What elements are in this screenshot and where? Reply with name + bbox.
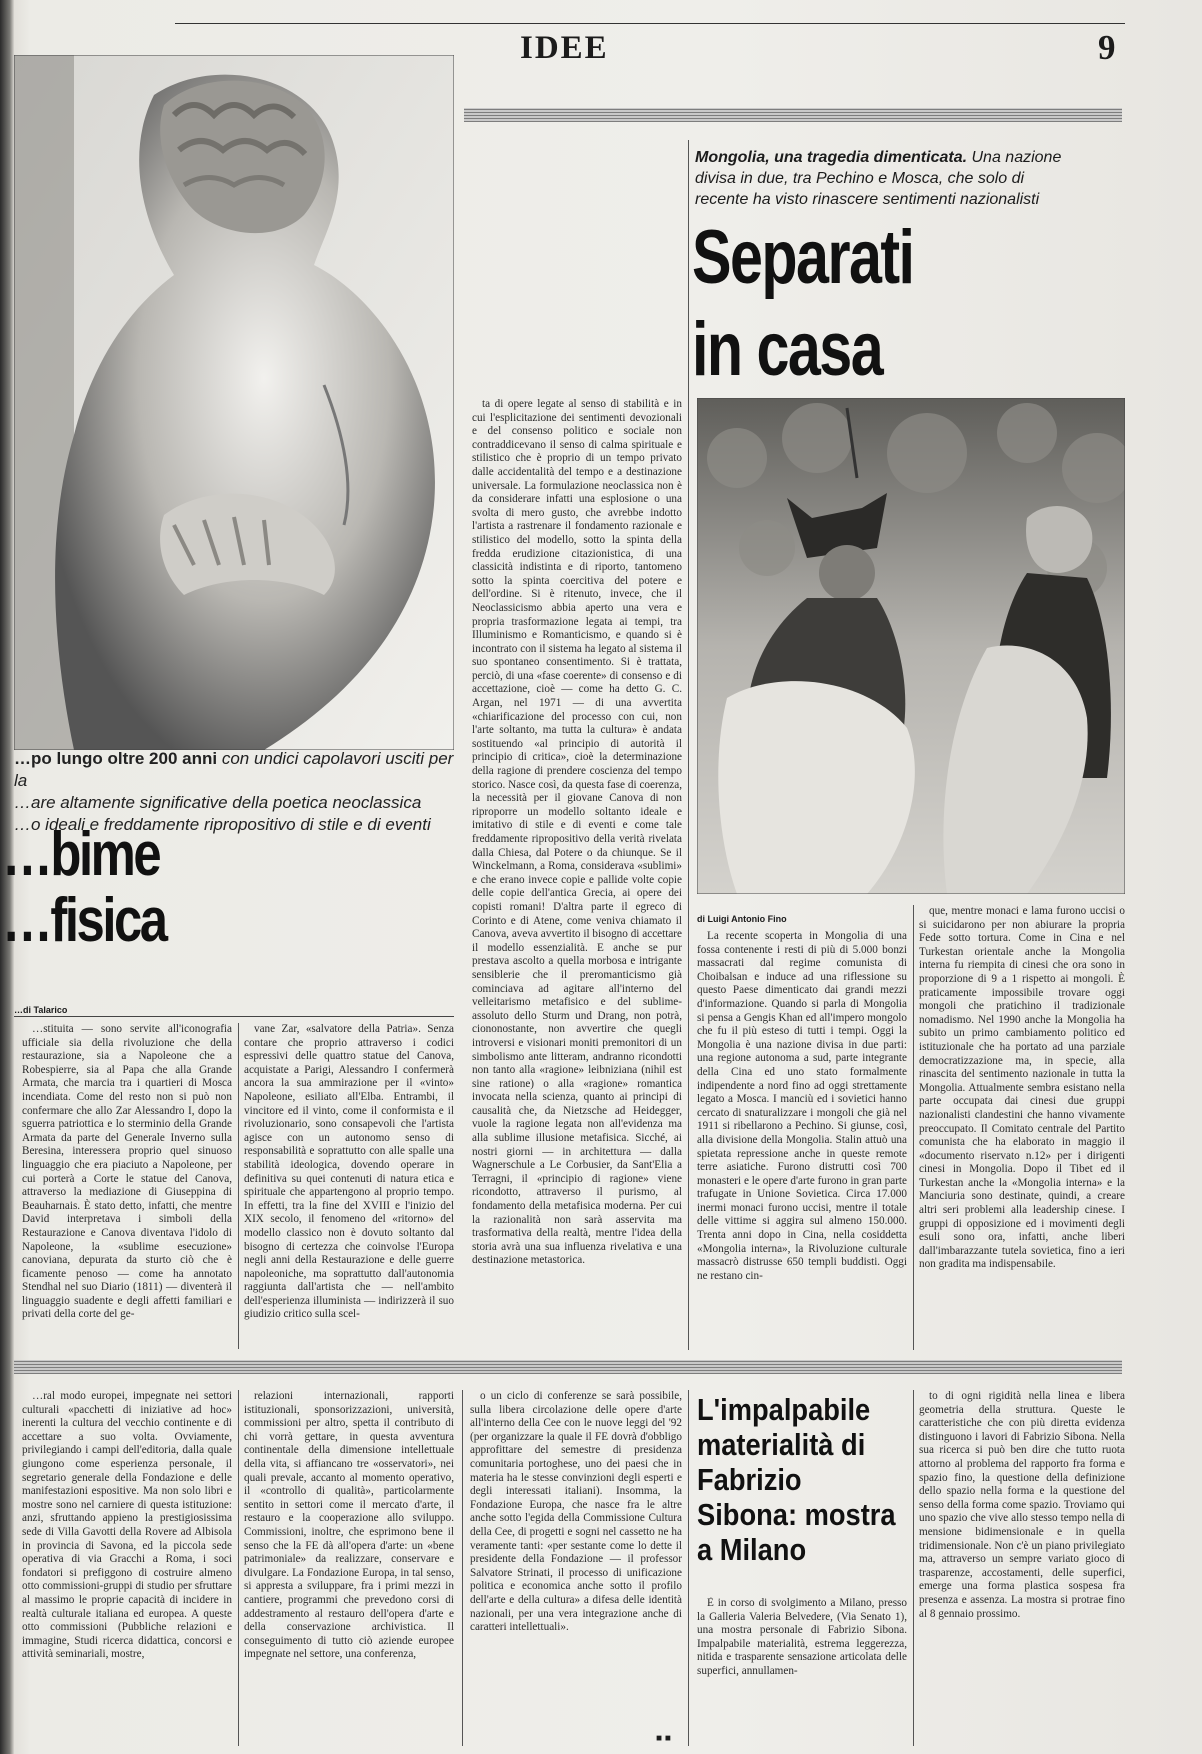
mongolia-col1-text: La recente scoperta in Mongolia di una fossa contenente i resti di più di 5.000 bonzi massacrati dal regime comunista di Choibalsan e induce ad una riflessione su questo Paese dimenticato dai grandi mezzi d'informazione. Quando si parla di Mongolia si pensa a Gengis Khan ed all'impero mongolo che fu il più esteso di tutti i tempi. Oggi la Mongolia è una nazione divisa in due parti: una regione autonoma a sud, parte integrante della Cina ed uno stato formalmente indipendente a nord fino ad oggi strettamente legato a Mosca. I manciù ed i sovietici hanno cercato di snaturalizzare i mongoli che già nel 1911 si ribellarono a Pechino. Si giunse, così, alla divisione della Mongolia. Stalin attuò una spietata repressione anche in queste remote terre asiatiche. Furono distrutti così 700 monasteri e le opere d'arte furono in gran parte trafugate in Unione Sovietica. Circa 17.000 inermi monaci furono uccisi, mentre il totale delle vittime si aggira sul almeno 150.000. Trenta anni dopo in Cina, nella cosiddetta «Mongolia interna», la Rivoluzione culturale massacrò distrusse 650 templi buddisti. Oggi ne restano cin- <box>697 930 907 1282</box>
header-rule <box>175 23 1125 24</box>
sibona-col1-text: È in corso di svolgimento a Milano, presso la Galleria Valeria Belvedere, (Via Senato 1), una mostra personale di Fabrizio Sibona. Impalpabile materialità, estrema leggerezza, nitida e trasparente sensazione articolata delle superfici, annullamen- <box>697 1597 907 1677</box>
left-col3-text: ta di opere legate al senso di stabilità e in cui l'esplicitazione dei sentimenti devozionali e del consenso politico e sociale non contraddicevano il senso di calma spirituale e stilistico che è proprio di un tempo privato dalle accidentalità del tempo e a destinazione universale. La formulazione neoclassica non è da considerare infatti una esplosione o una svolta di mero gusto, che avrebbe indotto l'artista a rastrenare il fondamento razionale e stilistico del modello, sotto la spinta della fredda erudizione citazionistica, di una classicità indistinta e di riporto, tantomeno sotto la spinta coercitiva del potere e dell'ordine. Si è ritenuto, invece, che il Neoclassicismo abbia aperto una vera e propria trasformazione legata ai tempi, tra Illuminismo e Romanticismo, e quando si è incontrato con il sistema ha legato al sistema il suo spontaneo consentimento. Si è trattata, perciò, di una «fase coerente» di consenso e di accettazione, cioè — come ha detto G. C. Argan, nel 1971 — di una avvertita «chiarificazione del processo con cui, non l'arte soltanto, ma tutta la cultura» è andata sostituendo «al principio di autorità il principio di critica», cioè la determinazione della ragione di prendere coscienza del tempo storico. Nasce così, da questa fase di coerenza, la necessità per il giovane Canova di non riproporre un modello soltanto ideale e imitativo di stile e di eventi e come tale freddamente ripropositivo della verità rivelata dalla Chiesa, dal Potere o da chiunque. Se il Winckelmann, a Roma, considerava «sublimi» e che erano invece copie e pallide volte copie delle copie dell'antica Grecia, ai opere dei copisti romani! D'altra parte il egreco di Corinto e di Atene, come veniva chiamato il Canova, aveva avvertito il bisogno di accettare il modello essenzialità. E anche se pur prestava ascolto a quella morbosa e intrigante sensiblerie che il preromanticismo già cominciava ad agitare all'interno del velleitarismo metafisico e del sublime-assoluto dello Sturm und Drang, non potrà, ciononostante, non avvertire che quegli introversi e visionari moniti premonitori di un simbolismo ante litteram, andranno ricondotti non tanto alla «ragione» leibniziana (nihil est sine ratione) o alla «ragione» romantica invocata nella scienza, quanto ai principi di causalità che, da Nietzsche ad Heidegger, vuole la ragione legata non all'evidenza ma alla sublime illusione metafisica. Sicché, ai nostri giorni — in architettura — dalla Wagnerschule a Le Corbusier, da Sant'Elia a Terragni, il «principio di ragione» viene ricondotto, attraverso il purismo, al fondamento della metafisica moderna. Per cui la razionalità non sarà asservita ma trasformativa della realtà, mentre l'idea della storia avrà una sua influenza rivelativa e una destinazione metastorica. <box>472 398 682 1267</box>
page-number: 9 <box>1098 28 1116 67</box>
europe-col1-text: …ral modo europei, impegnate nei settori culturali «pacchetti di iniziative ad hoc» inerenti la cultura del vecchio continente e di accettare a suo volta. Ovviamente, privilegiando i campi dell'editoria, dalla quale giungono come esperienza personale, il segretario generale della Fondazione e delle manifestazioni espositive. Ma non solo libri e mostre sono nel carniere di questa istituzione: anzi, sfruttando appieno la prestigiosissima sede di Villa Gavotti della Rovere ad Albisola in provincia di Savona, ed la piccola sede operativa di via Gracchi a Roma, i soci fondatori si prefiggono di costruire almeno otto commissioni-gruppi di studio per sfruttare al massimo le proprie capacità di incidere in realtà culturale italiana ed europea. A queste otto commissioni (Pubbliche relazioni e immagine, Studi ricerca didattica, concorsi e attività seminariali, mostre, <box>22 1390 232 1661</box>
europe-column-1 <box>22 1390 232 1750</box>
mongolia-column-2 <box>919 905 1125 1350</box>
sibona-col2-text: to di ogni rigidità nella linea e libera geometria della struttura. Queste le caratteristiche che con più diretta evidenza distinguono i lavori di Fabrizio Sibona. Nella sua ricerca si può ben dire che tutto ruota attorno al problema del rapporto fra forma e spazio fino, la questione della definizione dello spazio nella forma e la questione del senso della forma come spazio. Troviamo qui uno spazio che vive allo stesso tempo nella di mensione bidimensionale e in quella tridimensionale. Non c'è un piano privilegiato ma, attraverso un sempre variato gioco di trasparenze, accostamenti, delle superfici, emerge una forma plastica sospesa fra presenza e assenza. La mostra si protrae fino al 8 gennaio prossimo. <box>919 1390 1125 1620</box>
left-col1-text: …stituita — sono servite all'iconografia ufficiale sia della rivoluzione che della restaurazione, sia a Napoleone che a Robespierre, sia al Papa che alla Grande Armata, che marcia tra i quartieri di Mosca incendiata. Come del resto non si può non confermare che allo Zar Alessandro I, dopo la sguerra patriottica e lo sterminio della Grande Armata da parte del Generale Inverno sulla Beresina, interessera proprio quel sinuoso linguaggio che era piaciuto a Napoleone, per cui porterà a Corte le statue del Canova, attraverso la mediazione di Giuseppina di Beauharnais. È stato detto, infatti, che mentre David interpretava i simboli della Restaurazione e Canova diventava l'idolo di Napoleone, la «sublime esecuzione» canoviana, depurata da sturto ciò che è ficamente penoso — come ha annotato Stendhal nel suo Diario (1811) — diventerà il linguaggio suadente e degli affetti familiari e privati della corte del ge- <box>22 1023 232 1321</box>
column-rule <box>688 1390 689 1746</box>
left-headline <box>2 822 166 954</box>
kicker-lead: Mongolia, una tragedia dimenticata. <box>695 149 968 166</box>
europe-col2-text: relazioni internazionali, rapporti istituzionali, sponsorizzazioni, università, commissioni per altro, spetta il contributo di chi vorrà gettare, in questa avventura continentale della dimensione intellettuale della vita, si affiancano tre «osservatori», nei quali prevale, accanto al momento operativo, il «controllo di qualità», particolarmente sentito in settori come il mercato d'arte, il restauro e la cooperazione allo sviluppo. Commissioni, inoltre, che esprimono bene il senso che la FE dà all'opera d'arte: un «bene patrimoniale» da realizzare, conservare e divulgare. La Fondazione Europa, in tal senso, si appresta a sviluppare, fra i primi mezzi in cantiere, programmi che prevedono corsi di addestramento al restauro dell'opera d'arte e della conservazione archivistica. Il conseguimento di tutto ciò aziende europee impegnate nel settore, una conferenza, <box>244 1390 454 1661</box>
section-title: IDEE <box>520 30 609 66</box>
mongolia-headline-line-2: in casa <box>692 307 883 392</box>
top-divider-band <box>464 108 1122 122</box>
mongolia-column-1 <box>697 930 907 1352</box>
sibona-column-2 <box>919 1390 1125 1750</box>
left-article-column-3 <box>472 398 682 1350</box>
kicker-text: Una nazione divisa in due, tra Pechino e Mosca, che solo di recente ha visto rinascere sentimenti nazionalisti <box>695 149 1062 208</box>
column-rule <box>913 905 914 1350</box>
europe-column-3 <box>470 1390 682 1730</box>
caption-line-3: …o ideali e freddamente ripropositivo di stile e di eventi <box>14 815 431 834</box>
middle-divider-band <box>14 1360 1122 1374</box>
column-rule <box>238 1023 239 1349</box>
mongolia-headline-line-1: Separati <box>692 215 914 300</box>
column-rule <box>462 1390 463 1746</box>
mongolia-kicker <box>695 147 1075 210</box>
left-headline-line-1: …bime <box>2 820 160 889</box>
column-rule <box>688 140 689 1350</box>
mongolia-byline: di Luigi Antonio Fino <box>697 914 787 924</box>
sibona-headline: L'impalpabile materialità di Fabrizio Sibona: mostra a Milano <box>697 1392 896 1567</box>
statue-photo <box>14 55 454 750</box>
left-article-column-2 <box>244 1023 454 1349</box>
left-headline-line-2: …fisica <box>2 886 166 955</box>
column-rule <box>238 1390 239 1746</box>
left-article-column-1 <box>22 1023 232 1349</box>
sibona-column-1 <box>697 1597 907 1747</box>
article-end-mark: ■ ■ <box>656 1733 671 1744</box>
mongolia-col2-text: que, mentre monaci e lama furono uccisi o si suicidarono per non abiurare la propria Fede sotto tortura. Come in Cina e nel Turkestan orientale anche la Mongolia interna fu riempita di cinesi che ora sono in proporzione di 9 a 1 rispetto ai mongoli. È praticamente impossibile trovare oggi mongoli che pratichino il tradizionale nomadismo. Nel 1990 anche la Mongolia ha subito un primo cambiamento politico ed istituzionale che ha portato ad una parziale democratizzazione ma, in specie, alla rinascita del sentimento nazionale in tutta la Mongolia. Attualmente sembra esistano nella parte occupata dai cinesi due gruppi nazionalisti clandestini che hanno vivamente preoccupato. Il Comitato centrale del Partito comunista che ha elaborato in maggio il «documento riservato n.12» per i dirigenti cinesi in Mongolia. Dopo il Tibet ed il Turkestan anche la «Mongolia interna» e la Manciuria sono destinate, quindi, a creare altri seri problemi alla leadership cinese. I gruppi di opposizione ed i movimenti degli esuli sono ora, infatti, anche liberi dall'imbarazzante tutela sovietica, fino a ieri non gradita ma indispensabile. <box>919 905 1125 1271</box>
mongolia-headline <box>692 212 913 396</box>
column-rule <box>913 1390 914 1746</box>
caption-lead: …po lungo oltre 200 anni <box>14 749 218 768</box>
europe-column-2 <box>244 1390 454 1750</box>
mongol-riders-photo <box>697 398 1125 894</box>
left-col2-text: vane Zar, «salvatore della Patria». Senza contare che proprio attraverso i codici espressivi delle quattro statue del Canova, acquistate a Parigi, Alessandro I confermerà ancora la sua ammirazione per il «vinto» Napoleone, esiliato all'Elba. Entrambi, il vincitore ed il vinto, come il conformista e il rivoluzionario, sono consapevoli che l'artista agisce con un autonomo senso di responsabilità e soprattutto con alle spalle una stabilità ideologica, dovendo operare in definitiva su quei contenuti di natura etica e spirituale che appartengono al proprio tempo. In effetti, tra la fine del XVIII e l'inizio del XIX secolo, il fenomeno del «ritorno» del modello classico non è dovuto soltanto dal bisogno di certezza che coinvolse l'Europa negli anni della Restaurazione e delle guerre napoleoniche, ma soprattutto dall'autonomia raggiunta dall'artista che — nell'ambito dell'esperienza illuminista — indirizzerà il suo giudizio critico sulla scel- <box>244 1023 454 1321</box>
caption-line-2: …are altamente significative della poetica neoclassica <box>14 793 422 812</box>
caption-text: con undici capolavori usciti per la <box>14 749 454 790</box>
left-byline: …di Talarico <box>14 1005 68 1015</box>
europe-col3-text: o un ciclo di conferenze se sarà possibile, sulla libera circolazione delle opere d'arte all'interno della Cee con le nuove leggi del '92 (per organizzare la quale il FE dovrà d'obbligo approfittare del semestre di presidenza comunitaria portoghese, uno dei paesi che in materia ha le stesse convinzioni degli esperti e degli interessati italiani). Insomma, la Fondazione Europa, che nasce fra le altre anche sotto l'egida della Commissione Cultura della Cee, di progetti e sogni nel cassetto ne ha veramente tanti: «per sestante come lo dette il presidente della Fondazione — il professor Salvatore Strinati, il processo di unificazione politica e economica anche sotto il profilo dell'arte e della cultura» a difesa delle identità nazionali, per una vera integrazione anche di caratteri intellettuali». <box>470 1390 682 1634</box>
left-byline-rule <box>14 1016 454 1017</box>
